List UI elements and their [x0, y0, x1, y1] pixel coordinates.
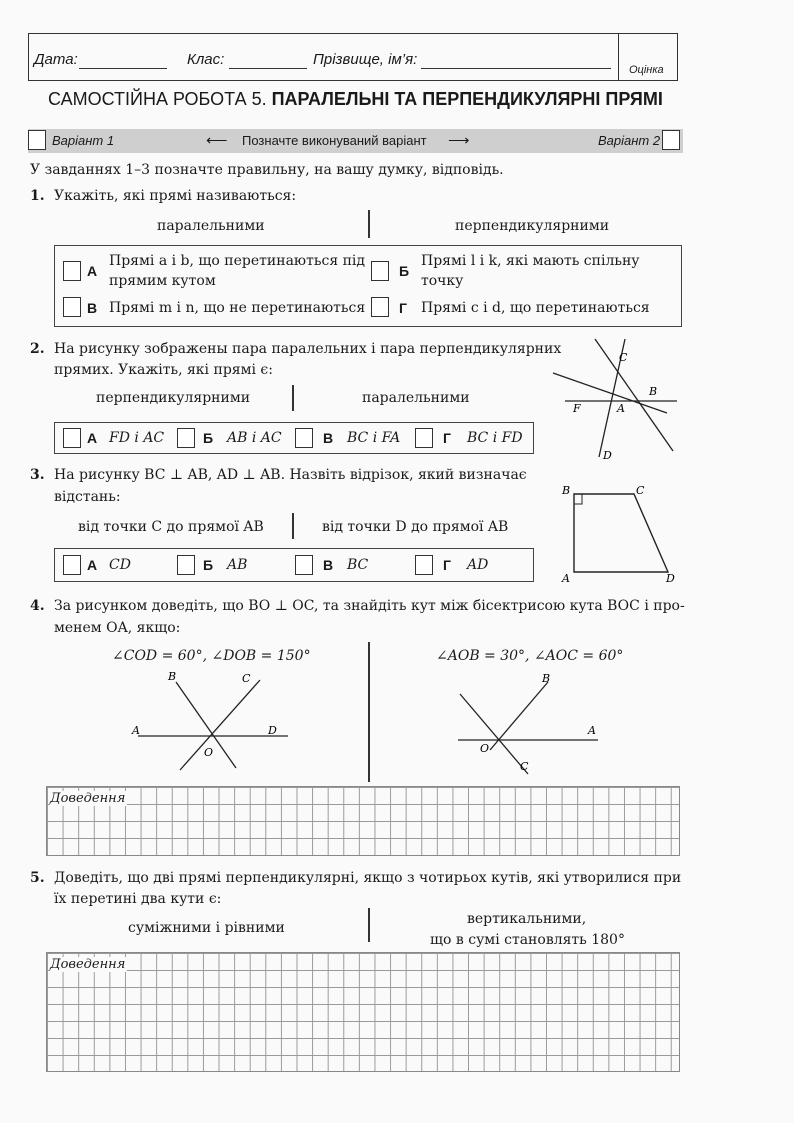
task3-option-b-text: AB	[227, 557, 248, 573]
page-title	[48, 89, 663, 110]
instruction-text: У завданнях 1–3 позначте правильну, на вашу думку, відповідь.	[30, 162, 504, 178]
task1-divider	[368, 210, 370, 238]
task4-cond-left: ∠COD = 60°, ∠DOB = 150°	[112, 648, 311, 664]
task1-col-right: перпендикулярними	[455, 218, 610, 234]
fig3-label-b: B	[562, 484, 571, 497]
trapezoid	[574, 494, 668, 572]
task1-option-a-text: Прямі a і b, що перетинаються під	[109, 253, 366, 269]
task2-option-a-text: FD і AC	[109, 430, 165, 446]
variant-hint: Позначте виконуваний варіант	[242, 133, 427, 148]
variant1-label: Варіант 1	[52, 133, 115, 148]
task1-option-b-letter: Б	[399, 263, 410, 279]
task5-col-right-2: що в сумі становлять 180°	[430, 932, 625, 948]
task2-col-right: паралельними	[362, 390, 470, 406]
fig3-label-c: C	[636, 484, 645, 497]
task2-option-b-text: AB і AC	[227, 430, 282, 446]
right-angle-mark	[574, 494, 582, 504]
task5-line2: їх перетині два кути є:	[54, 891, 222, 907]
class-field[interactable]	[229, 68, 307, 69]
task1-col-left: паралельними	[157, 218, 265, 234]
task3-option-b-letter: Б	[203, 557, 214, 573]
task3-option-g-letter: Г	[443, 557, 451, 573]
fig2-label-a: A	[617, 402, 625, 415]
fig3-label-a: A	[562, 572, 570, 585]
left-arrow-icon: ⟵	[206, 132, 228, 149]
task1-option-b-text: Прямі l і k, які мають спільну	[421, 253, 640, 269]
task2-option-v-letter: В	[323, 430, 334, 446]
fig4l-label-c: C	[242, 672, 251, 685]
task3-line1: На рисунку BC ⊥ AB, AD ⊥ AB. Назвіть відрізок, який визначає	[54, 467, 527, 483]
task4-proof-label: Доведення	[50, 791, 126, 806]
right-arrow-icon: ⟶	[448, 132, 470, 149]
task1-option-g-letter: Г	[399, 300, 407, 316]
task1-option-v-checkbox[interactable]	[63, 297, 81, 317]
fig2-label-d: D	[603, 449, 612, 462]
name-label: Прізвище, ім’я:	[313, 51, 418, 68]
task3-option-v-text: BC	[347, 557, 369, 573]
task5-col-left: суміжними і рівними	[128, 920, 285, 936]
fig4l-label-a: A	[132, 724, 140, 737]
task2-option-a-checkbox[interactable]	[63, 428, 81, 448]
task2-option-b-letter: Б	[203, 430, 214, 446]
grade-label: Оцінка	[629, 64, 664, 76]
fig4l-label-o: O	[204, 746, 214, 759]
task5-number: 5.	[30, 870, 45, 886]
task3-col-left: від точки C до прямої AB	[78, 519, 264, 535]
task1-option-v-letter: В	[87, 300, 98, 316]
task3-figure	[560, 480, 685, 590]
task1-option-b-text2: точку	[421, 273, 464, 289]
task4-divider	[368, 642, 370, 782]
task4-number: 4.	[30, 598, 45, 614]
ray-oc	[180, 680, 260, 770]
task2-option-g-checkbox[interactable]	[415, 428, 433, 448]
class-label: Клас:	[187, 51, 225, 68]
task2-divider	[292, 385, 294, 411]
task3-option-a-letter: А	[87, 557, 98, 573]
task3-option-v-letter: В	[323, 557, 334, 573]
task5-col-right-1: вертикальними,	[467, 911, 587, 927]
task2-option-a-letter: А	[87, 430, 98, 446]
line-c	[460, 694, 528, 774]
fig4r-label-o: O	[480, 742, 490, 755]
task3-col-right: від точки D до прямої AB	[322, 519, 509, 535]
task1-option-a-text2: прямим кутом	[109, 273, 216, 289]
grade-box[interactable]	[618, 34, 677, 80]
fig3-label-d: D	[666, 572, 675, 585]
task2-option-v-text: BC і FA	[347, 430, 401, 446]
variant-bar	[28, 129, 683, 153]
task2-option-g-letter: Г	[443, 430, 451, 446]
task1-option-b-checkbox[interactable]	[371, 261, 389, 281]
task1-text: Укажіть, які прямі називаються:	[54, 188, 297, 204]
task2-col-left: перпендикулярними	[96, 390, 251, 406]
variant2-checkbox[interactable]	[662, 130, 680, 150]
fig4r-label-a: A	[588, 724, 596, 737]
date-field[interactable]	[79, 68, 167, 69]
task3-option-b-checkbox[interactable]	[177, 555, 195, 575]
fig4l-label-b: B	[168, 670, 177, 683]
task5-divider	[368, 908, 370, 942]
task4-line1: За рисунком доведіть, що BO ⊥ OC, та знайдіть кут між бісектрисою кута BOC і про-	[54, 598, 685, 614]
task3-number: 3.	[30, 467, 45, 483]
task4-left-figure	[120, 666, 300, 776]
task3-divider	[292, 513, 294, 539]
task1-option-v-text: Прямі m і n, що не перетинаються	[109, 300, 366, 316]
fig4r-label-c: C	[520, 760, 529, 773]
header-box	[28, 33, 678, 81]
task5-proof-label: Доведення	[50, 957, 126, 972]
task4-cond-right: ∠AOB = 30°, ∠AOC = 60°	[436, 648, 624, 664]
variant1-checkbox[interactable]	[28, 130, 46, 150]
title-topic: ПАРАЛЕЛЬНІ ТА ПЕРПЕНДИКУЛЯРНІ ПРЯМІ	[271, 89, 663, 109]
task3-option-g-text: AD	[467, 557, 489, 573]
task2-option-g-text: BC і FD	[467, 430, 523, 446]
task3-option-a-text: CD	[109, 557, 131, 573]
task1-option-g-text: Прямі c і d, що перетинаються	[421, 300, 650, 316]
task1-options	[54, 245, 682, 327]
task4-line2: менем OA, якщо:	[54, 620, 181, 636]
task2-options	[54, 422, 534, 454]
fig2-label-c: C	[619, 351, 628, 364]
task3-option-a-checkbox[interactable]	[63, 555, 81, 575]
task3-line2: відстань:	[54, 489, 121, 505]
line-ac	[595, 339, 673, 451]
fig2-label-f: F	[573, 402, 581, 415]
task2-option-b-checkbox[interactable]	[177, 428, 195, 448]
task4-proof-grid[interactable]	[46, 786, 680, 856]
fig2-label-b: B	[649, 385, 658, 398]
task1-option-g-checkbox[interactable]	[371, 297, 389, 317]
name-field[interactable]	[421, 68, 611, 69]
task1-number: 1.	[30, 188, 45, 204]
task5-line1: Доведіть, що дві прямі перпендикулярні, якщо з чотирьох кутів, які утворилися при	[54, 870, 682, 886]
task2-option-v-checkbox[interactable]	[295, 428, 313, 448]
task2-line1: На рисунку зображены пара паралельних і пара перпендикулярних	[54, 341, 562, 357]
task3-option-v-checkbox[interactable]	[295, 555, 313, 575]
task4-right-figure	[450, 670, 610, 780]
fig4r-label-b: B	[542, 672, 551, 685]
task1-option-a-letter: А	[87, 263, 98, 279]
task2-figure	[545, 333, 690, 463]
fig4l-label-d: D	[268, 724, 277, 737]
task5-proof-grid[interactable]	[46, 952, 680, 1072]
task3-option-g-checkbox[interactable]	[415, 555, 433, 575]
task2-number: 2.	[30, 341, 45, 357]
variant2-label: Варіант 2	[598, 133, 661, 148]
task1-option-a-checkbox[interactable]	[63, 261, 81, 281]
date-label: Дата:	[34, 51, 78, 68]
title-prefix: САМОСТІЙНА РОБОТА 5.	[48, 89, 267, 109]
task2-line2: прямих. Укажіть, які прямі є:	[54, 362, 273, 378]
task3-options	[54, 548, 534, 582]
